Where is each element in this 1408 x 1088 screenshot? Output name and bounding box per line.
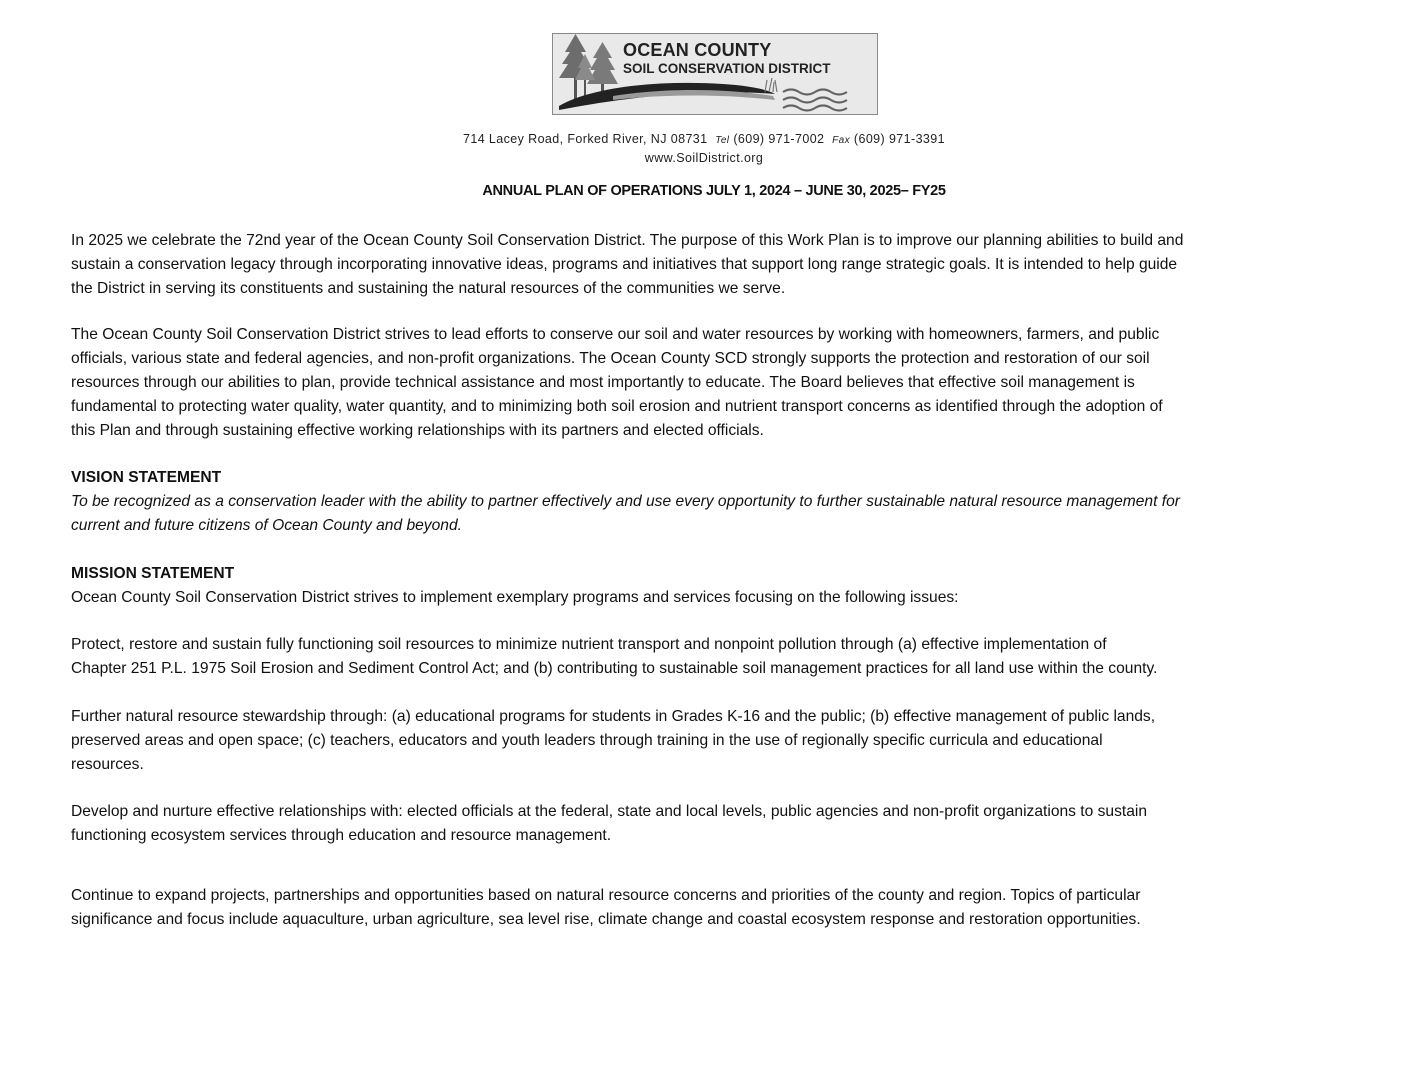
mission-intro — [71, 586, 1361, 610]
text-line: Continue to expand projects, partnerships and opportunities based on natural resource concerns and priorities of the county and region. Topics of particular — [71, 887, 1141, 904]
contact-line — [0, 132, 1408, 146]
text-line: Protect, restore and sustain fully functioning soil resources to minimize nutrient transport and nonpoint pollution through (a) effective implementation of — [71, 636, 1107, 653]
mission-heading: MISSION STATEMENT — [71, 565, 235, 582]
text-line: Chapter 251 P.L. 1975 Soil Erosion and Sediment Control Act; and (b) contributing to sustainable soil management practices for all land use within the county. — [71, 660, 1158, 677]
logo-subtitle: SOIL CONSERVATION DISTRICT — [623, 61, 831, 76]
text-line: resources. — [71, 756, 144, 773]
text-line: Ocean County Soil Conservation District strives to implement exemplary programs and services focusing on the following issues: — [71, 589, 959, 606]
text-line: the District in serving its constituents and sustaining the natural resources of the communities we serve. — [71, 280, 786, 297]
street-address: 714 Lacey Road, Forked River, NJ 08731 — [463, 132, 708, 146]
mission-item-soil — [71, 633, 1361, 681]
about-paragraph — [71, 323, 1361, 443]
text-line: sustain a conservation legacy through incorporating innovative ideas, programs and initiatives that support long range strategic goals. It is intended to help guide — [71, 256, 1178, 273]
text-line: this Plan and through sustaining effective working relationships with its partners and elected officials. — [71, 422, 764, 439]
mission-item-projects — [71, 884, 1361, 932]
fax-number: (609) 971-3391 — [853, 132, 945, 146]
text-line: Develop and nurture effective relationships with: elected officials at the federal, state and local levels, public agencies and non-profit organizations to sustain — [71, 803, 1148, 820]
text-line: current and future citizens of Ocean County and beyond. — [71, 517, 462, 534]
mission-item-relationships — [71, 800, 1361, 848]
logo-title: OCEAN COUNTY — [623, 40, 772, 60]
district-logo — [552, 33, 878, 115]
website-link[interactable]: www.SoilDistrict.org — [644, 151, 764, 165]
tel-label: Tel — [715, 135, 730, 146]
vision-heading: VISION STATEMENT — [71, 469, 222, 486]
text-line: Further natural resource stewardship through: (a) educational programs for students in Grades K-16 and the public; (b) effective management of public lands, — [71, 708, 1156, 725]
intro-paragraph — [71, 229, 1361, 301]
text-line: To be recognized as a conservation leader with the ability to partner effectively and use every opportunity to further sustainable natural resource management for — [71, 493, 1180, 510]
fax-label: Fax — [832, 135, 851, 146]
document-title: ANNUAL PLAN OF OPERATIONS JULY 1, 2024 – JUNE 30, 2025– FY25 — [482, 183, 946, 199]
vision-statement — [71, 490, 1361, 538]
text-line: fundamental to protecting water quality, water quantity, and to minimizing both soil erosion and nutrient transport concerns as identified through the adoption of — [71, 398, 1163, 415]
telephone-number: (609) 971-7002 — [733, 132, 825, 146]
text-line: significance and focus include aquaculture, urban agriculture, sea level rise, climate change and coastal ecosystem response and restoration opportunities. — [71, 911, 1141, 928]
text-line: officials, various state and federal agencies, and non-profit organizations. The Ocean County SCD strongly supports the protection and restoration of our soil — [71, 350, 1150, 367]
text-line: In 2025 we celebrate the 72nd year of the Ocean County Soil Conservation District. The purpose of this Work Plan is to improve our planning abilities to build and — [71, 232, 1184, 249]
text-line: resources through our abilities to plan, provide technical assistance and most importantly to educate. The Board believes that effective soil management is — [71, 374, 1135, 391]
text-line: The Ocean County Soil Conservation District strives to lead efforts to conserve our soil and water resources by working with homeowners, farmers, and public — [71, 326, 1160, 343]
mission-item-stewardship — [71, 705, 1361, 777]
text-line: functioning ecosystem services through education and resource management. — [71, 827, 612, 844]
text-line: preserved areas and open space; (c) teachers, educators and youth leaders through training in the use of regionally specific curricula and educational — [71, 732, 1103, 749]
